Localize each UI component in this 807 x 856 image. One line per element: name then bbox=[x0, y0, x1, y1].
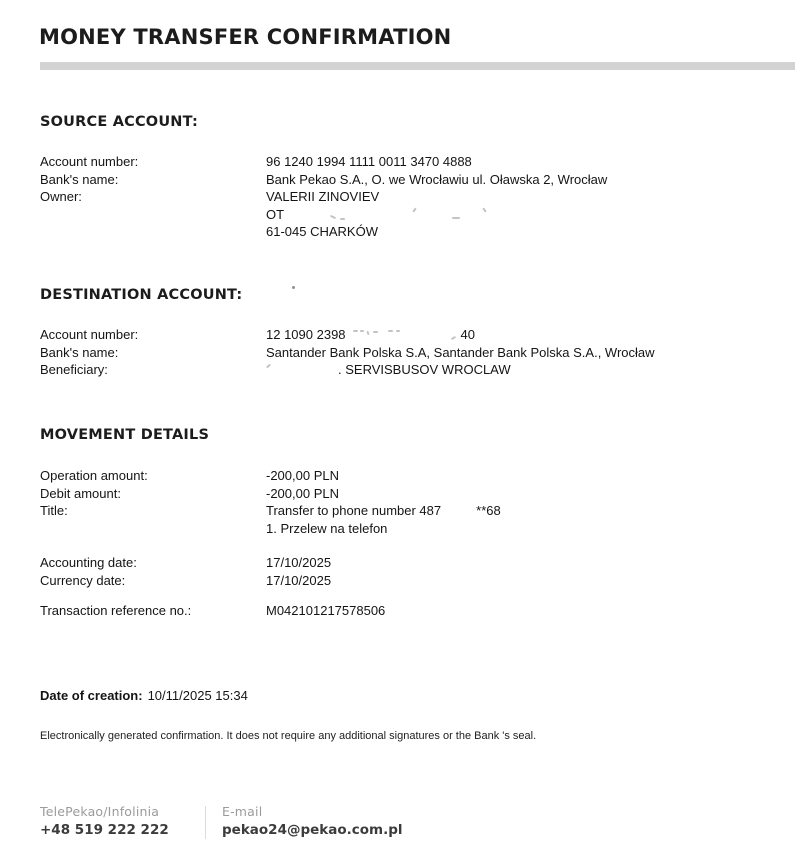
movement-details-heading: MOVEMENT DETAILS bbox=[40, 427, 210, 443]
currency-date-label: Currency date: bbox=[40, 572, 126, 588]
redaction-artifact bbox=[266, 361, 338, 374]
redaction-artifact bbox=[346, 326, 461, 339]
date-of-creation-line bbox=[40, 688, 248, 703]
operation-amount-row bbox=[40, 467, 501, 485]
source-account-number-value: 96 1240 1994 1111 0011 3470 4888 bbox=[266, 154, 472, 169]
transfer-title-label: Title: bbox=[40, 503, 68, 518]
debit-amount-row bbox=[40, 485, 501, 503]
destination-account-number-label: Account number: bbox=[40, 327, 139, 342]
operation-amount-label: Operation amount: bbox=[40, 468, 148, 483]
footer-email-label: E-mail bbox=[222, 804, 263, 819]
operation-amount-value: -200,00 PLN bbox=[266, 468, 339, 483]
source-owner-city: 61-045 CHARKÓW bbox=[266, 224, 378, 239]
destination-account-rows bbox=[40, 326, 655, 379]
transaction-ref-value: M042101217578506 bbox=[266, 603, 386, 618]
footer-phone-label: TelePekao/Infolinia bbox=[40, 804, 160, 819]
destination-beneficiary-value: . SERVISBUSOV WROCLAW bbox=[338, 362, 511, 377]
destination-account-number-suffix: 40 bbox=[460, 327, 475, 342]
page-title: MONEY TRANSFER CONFIRMATION bbox=[39, 25, 452, 49]
source-owner-address-visible: OT bbox=[266, 206, 285, 222]
debit-amount-label: Debit amount: bbox=[40, 485, 121, 501]
source-owner-city-row bbox=[40, 223, 607, 241]
destination-account-heading: DESTINATION ACCOUNT: bbox=[40, 287, 243, 303]
transaction-ref-row bbox=[40, 602, 385, 620]
movement-dates-rows bbox=[40, 554, 331, 589]
movement-details-rows bbox=[40, 467, 501, 537]
destination-beneficiary-label: Beneficiary: bbox=[40, 362, 108, 377]
footer-email-block bbox=[222, 804, 403, 838]
transfer-title-row bbox=[40, 502, 501, 520]
source-account-rows bbox=[40, 153, 607, 241]
footer-divider bbox=[205, 806, 206, 839]
date-of-creation-label: Date of creation: bbox=[40, 688, 143, 703]
transaction-ref-label: Transaction reference no.: bbox=[40, 603, 192, 618]
transfer-title-line2: 1. Przelew na telefon bbox=[266, 520, 388, 536]
source-owner-row bbox=[40, 188, 607, 206]
accounting-date-label: Accounting date: bbox=[40, 555, 137, 570]
destination-bank-name-row bbox=[40, 344, 655, 362]
transfer-title-line1-suffix: **68 bbox=[476, 503, 501, 518]
currency-date-row bbox=[40, 572, 331, 590]
footer-phone-block bbox=[40, 804, 205, 838]
destination-bank-name-value: Santander Bank Polska S.A, Santander Bank Polska S.A., Wrocław bbox=[266, 344, 655, 360]
title-underline-bar bbox=[40, 62, 795, 70]
destination-beneficiary-row bbox=[40, 361, 655, 379]
footer-phone-number: +48 519 222 222 bbox=[40, 822, 169, 838]
disclaimer-text: Electronically generated confirmation. It does not require any additional signatures or the Bank 's seal. bbox=[40, 730, 537, 742]
source-bank-name-value: Bank Pekao S.A., O. we Wrocławiu ul. Oławska 2, Wrocław bbox=[266, 171, 608, 187]
accounting-date-row bbox=[40, 554, 331, 572]
source-account-heading: SOURCE ACCOUNT: bbox=[40, 114, 198, 130]
source-account-number-label: Account number: bbox=[40, 154, 139, 169]
accounting-date-value: 17/10/2025 bbox=[266, 555, 332, 570]
footer bbox=[40, 804, 403, 839]
destination-bank-name-label: Bank's name: bbox=[40, 344, 119, 360]
source-owner-name: VALERII ZINOVIEV bbox=[266, 189, 380, 204]
source-owner-address-row bbox=[40, 206, 607, 224]
redaction-artifact bbox=[441, 502, 476, 515]
source-account-number-row bbox=[40, 153, 607, 171]
transfer-title-line2-row bbox=[40, 520, 501, 538]
destination-account-number-prefix: 12 1090 2398 bbox=[266, 327, 346, 342]
source-bank-name-row bbox=[40, 171, 607, 189]
redaction-artifact bbox=[284, 206, 484, 219]
currency-date-value: 17/10/2025 bbox=[266, 572, 332, 588]
transaction-ref-rows bbox=[40, 602, 385, 620]
debit-amount-value: -200,00 PLN bbox=[266, 485, 339, 501]
date-of-creation-value: 10/11/2025 15:34 bbox=[147, 688, 248, 703]
source-owner-label: Owner: bbox=[40, 189, 82, 204]
transfer-title-line1-prefix: Transfer to phone number 487 bbox=[266, 503, 442, 518]
destination-account-number-row bbox=[40, 326, 655, 344]
source-bank-name-label: Bank's name: bbox=[40, 171, 119, 187]
redaction-artifact bbox=[292, 286, 295, 289]
footer-email-address: pekao24@pekao.com.pl bbox=[222, 822, 403, 838]
